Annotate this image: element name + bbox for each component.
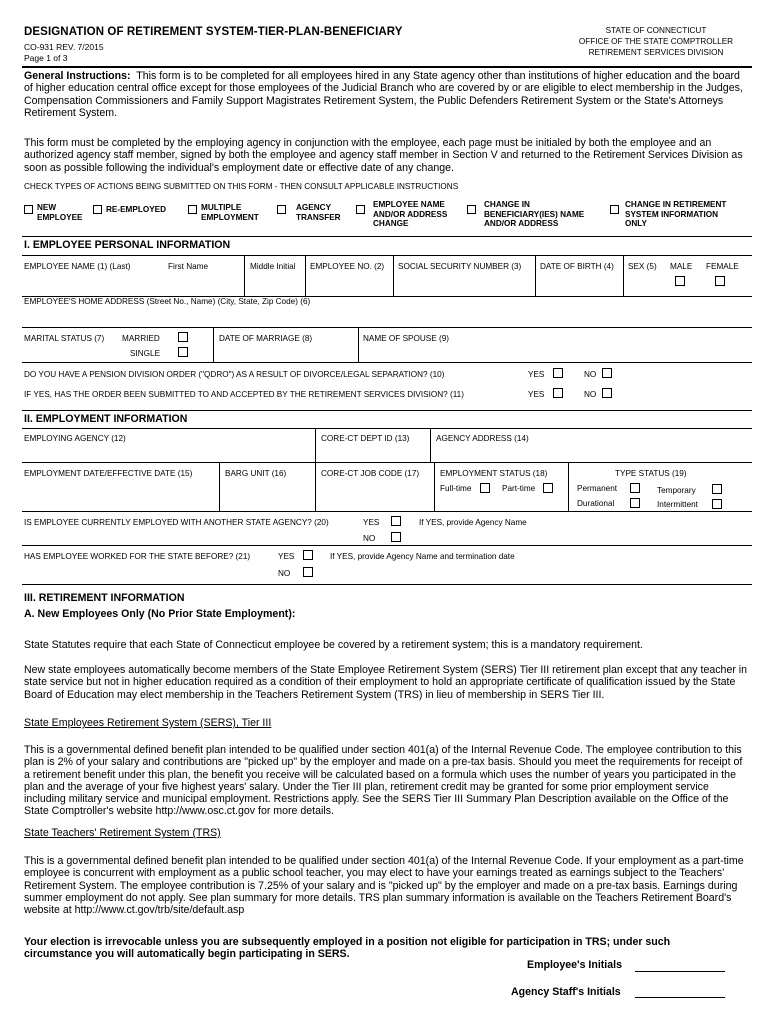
action-label-multiple-employment: MULTIPLE EMPLOYMENT	[201, 203, 259, 222]
label-durational: Durational	[577, 499, 615, 508]
label-intermittent: Intermittent	[657, 500, 698, 509]
label-job-code: CORE-CT JOB CODE (17)	[321, 469, 420, 478]
trs-heading: State Teachers' Retirement System (TRS)	[24, 827, 221, 839]
agency-line-3: RETIREMENT SERVICES DIVISION	[588, 48, 724, 57]
action-label-re-employed: RE-EMPLOYED	[106, 205, 167, 214]
action-label-new-employee: NEW EMPLOYEE	[37, 203, 83, 222]
action-label-name-address-change: EMPLOYEE NAME AND/OR ADDRESS CHANGE	[373, 200, 448, 228]
form-number: CO-931 REV. 7/2015	[24, 42, 104, 52]
checkbox-qdro-yes[interactable]	[553, 368, 563, 378]
section-rule	[22, 236, 752, 237]
checkbox-female[interactable]	[715, 276, 725, 286]
label-dept-id: CORE-CT DEPT ID (13)	[321, 434, 410, 443]
row-rule	[22, 511, 752, 512]
section-rule	[22, 410, 752, 411]
label-employment-date: EMPLOYMENT DATE/EFFECTIVE DATE (15)	[24, 469, 193, 478]
cell-divider	[535, 256, 536, 296]
checkbox-durational[interactable]	[630, 498, 640, 508]
label-temporary: Temporary	[657, 486, 696, 495]
row-rule	[22, 584, 752, 585]
check-types-note: CHECK TYPES OF ACTIONS BEING SUBMITTED ON THIS FORM - THEN CONSULT APPLICABLE INSTRUCTIONS	[24, 182, 459, 191]
label-ssn: SOCIAL SECURITY NUMBER (3)	[398, 262, 522, 271]
section-3-title: III. RETIREMENT INFORMATION	[24, 592, 185, 604]
section-2-title: II. EMPLOYMENT INFORMATION	[24, 413, 188, 425]
cell-divider	[434, 463, 435, 511]
action-label-beneficiary-change: CHANGE IN BENEFICIARY(IES) NAME AND/OR ADDRESS	[484, 200, 585, 228]
checkbox-part-time[interactable]	[543, 483, 553, 493]
checkbox-male[interactable]	[675, 276, 685, 286]
general-instructions	[24, 70, 749, 119]
instructions-para-2: This form must be completed by the employing agency in conjunction with the employee, each page must be initialed by both the employee and an authorized agency staff member, signed by both the employee and agency staff member in Section V and returned to the Retirement Services Division as soon as possible following the individual's employment date or effective date of any change.	[24, 137, 743, 174]
label-agency-address: AGENCY ADDRESS (14)	[436, 434, 529, 443]
checkbox-worked-before-no[interactable]	[303, 567, 313, 577]
label-qdro-submitted-yes: YES	[528, 390, 545, 399]
sers-heading: State Employees Retirement System (SERS), Tier III	[24, 717, 272, 729]
checkbox-other-agency-yes[interactable]	[391, 516, 401, 526]
label-worked-before-no: NO	[278, 569, 291, 578]
label-permanent: Permanent	[577, 484, 618, 493]
label-other-agency-no: NO	[363, 534, 376, 543]
label-married: MARRIED	[122, 334, 160, 343]
checkbox-single[interactable]	[178, 347, 188, 357]
label-employee-last-name: EMPLOYEE NAME (1) (Last)	[24, 262, 131, 271]
checkbox-beneficiary-change[interactable]	[467, 205, 476, 214]
checkbox-worked-before-yes[interactable]	[303, 550, 313, 560]
form-title: DESIGNATION OF RETIREMENT SYSTEM-TIER-PLAN-BENEFICIARY	[24, 26, 403, 38]
checkbox-multiple-employment[interactable]	[188, 205, 197, 214]
instructions-para-1: This form is to be completed for all employees hired in any State agency other than institutions of higher education and the board of higher education central office except for those employees of the Judicial Branch who are covered by or are eligible to elect membership in the Judges, Compensation Commissioners and Family Support Magistrates Retirement System, the Public Defenders Retirement System or the State's Attorneys Retirement System.	[24, 70, 743, 119]
row-rule	[22, 327, 752, 328]
label-date-of-marriage: DATE OF MARRIAGE (8)	[219, 334, 313, 343]
label-barg-unit: BARG UNIT (16)	[225, 469, 287, 478]
label-first-name: First Name	[168, 262, 209, 271]
row-rule	[22, 362, 752, 363]
cell-divider	[315, 463, 316, 511]
agency-line-2: OFFICE OF THE STATE COMPTROLLER	[578, 37, 734, 46]
cell-divider	[305, 256, 306, 296]
checkbox-permanent[interactable]	[630, 483, 640, 493]
checkbox-full-time[interactable]	[480, 483, 490, 493]
label-other-agency: IS EMPLOYEE CURRENTLY EMPLOYED WITH ANOTHER STATE AGENCY? (20)	[24, 518, 329, 527]
header-divider	[22, 66, 752, 68]
checkbox-temporary[interactable]	[712, 484, 722, 494]
checkbox-qdro-submitted-no[interactable]	[602, 388, 612, 398]
agency-staff-initials-field[interactable]	[635, 997, 725, 998]
label-home-address: EMPLOYEE'S HOME ADDRESS (Street No., Name) (City, State, Zip Code) (6)	[24, 297, 311, 306]
action-label-retirement-system-change: CHANGE IN RETIREMENT SYSTEM INFORMATION ONLY	[625, 200, 727, 228]
cell-divider	[358, 328, 359, 362]
checkbox-qdro-submitted-yes[interactable]	[553, 388, 563, 398]
cell-divider	[219, 463, 220, 511]
cell-divider	[213, 328, 214, 362]
label-qdro: DO YOU HAVE A PENSION DIVISION ORDER ("QDRO") AS A RESULT OF DIVORCE/LEGAL SEPARATION? (10)	[24, 370, 445, 379]
agency-staff-initials-label: Agency Staff's Initials	[511, 986, 621, 998]
label-type-status: TYPE STATUS (19)	[615, 469, 687, 478]
label-single: SINGLE	[130, 349, 161, 358]
label-full-time: Full-time	[440, 484, 472, 493]
sers-paragraph: This is a governmental defined benefit plan intended to be qualified under section 401(a) of the Internal Revenue Code. The employee contribution to this plan is 2% of your salary and contributions are "picked up" by the employer and made on a pre-tax basis. Should you meet the requirements for receipt of a retirement benefit under this plan, the benefit you receive will be calculated based on a formula which uses the number of years you participated in the plan and the average of your five highest years' salary. Under the Tier III plan, retirement credit may be granted for some prior employment service including military service and municipal employment. Restrictions apply. See the SERS Tier III Summary Plan Description available on the Office of the State Comptroller's website http://www.osc.ct.gov for more details.	[24, 744, 743, 818]
label-middle-initial: Middle Initial	[250, 262, 296, 271]
checkbox-intermittent[interactable]	[712, 499, 722, 509]
cell-divider	[393, 256, 394, 296]
checkbox-married[interactable]	[178, 332, 188, 342]
label-male: MALE	[670, 262, 693, 271]
label-other-agency-yes: YES	[363, 518, 380, 527]
label-spouse-name: NAME OF SPOUSE (9)	[363, 334, 449, 343]
label-qdro-no: NO	[584, 370, 597, 379]
label-employee-no: EMPLOYEE NO. (2)	[310, 262, 385, 271]
irrevocable-notice: Your election is irrevocable unless you are subsequently employed in a position not eligible for participation in TRS; under such circumstance you will automatically begin participating in SERS.	[24, 936, 671, 961]
agency-line-1: STATE OF CONNECTICUT	[605, 26, 707, 35]
cell-divider	[430, 429, 431, 462]
label-qdro-yes: YES	[528, 370, 545, 379]
employee-initials-label: Employee's Initials	[527, 959, 622, 971]
trs-paragraph: This is a governmental defined benefit plan intended to be qualified under section 401(a) of the Internal Revenue Code. If your employment as a part-time employee is concurrent with employment as a public school teacher, you may elect to have your earnings treated as earnings subject to the Teachers' Retirement System. The employee contribution is 7.25% of your salary and is "picked up" by the employer and made on a pre-tax basis. Earnings during summer employment do not apply. See plan summary for more details. TRS plan summary information is available on the Teachers Retirement Board's website at http://www.ct.gov/trb/site/default.asp	[24, 855, 744, 917]
label-employment-status: EMPLOYMENT STATUS (18)	[440, 469, 548, 478]
label-sex: SEX (5)	[628, 262, 657, 271]
label-other-agency-note: If YES, provide Agency Name	[419, 518, 527, 527]
label-dob: DATE OF BIRTH (4)	[540, 262, 614, 271]
employee-initials-field[interactable]	[635, 971, 725, 972]
page-indicator: Page 1 of 3	[24, 53, 68, 63]
instructions-label: General Instructions:	[24, 70, 131, 82]
label-qdro-submitted-no: NO	[584, 390, 597, 399]
checkbox-agency-transfer[interactable]	[277, 205, 286, 214]
label-worked-before-yes: YES	[278, 552, 295, 561]
checkbox-name-address-change[interactable]	[356, 205, 365, 214]
label-employing-agency: EMPLOYING AGENCY (12)	[24, 434, 126, 443]
row-rule	[22, 462, 752, 463]
label-part-time: Part-time	[502, 484, 536, 493]
section-rule	[22, 428, 752, 429]
cell-divider	[623, 256, 624, 296]
row-rule	[22, 545, 752, 546]
cell-divider	[244, 256, 245, 296]
cell-divider	[568, 463, 569, 511]
label-worked-before-note: If YES, provide Agency Name and termination date	[330, 552, 515, 561]
subsection-a-title: A. New Employees Only (No Prior State Employment):	[24, 608, 296, 620]
checkbox-retirement-system-change[interactable]	[610, 205, 619, 214]
label-qdro-submitted: IF YES, HAS THE ORDER BEEN SUBMITTED TO AND ACCEPTED BY THE RETIREMENT SERVICES DIVISION? (11)	[24, 390, 464, 399]
checkbox-re-employed[interactable]	[93, 205, 102, 214]
checkbox-qdro-no[interactable]	[602, 368, 612, 378]
checkbox-new-employee[interactable]	[24, 205, 33, 214]
mandatory-paragraph: State Statutes require that each State of Connecticut employee be covered by a retirement system; this is a mandatory requirement.	[24, 639, 643, 651]
cell-divider	[315, 429, 316, 462]
section-1-title: I. EMPLOYEE PERSONAL INFORMATION	[24, 239, 231, 251]
checkbox-other-agency-no[interactable]	[391, 532, 401, 542]
label-female: FEMALE	[706, 262, 739, 271]
action-label-agency-transfer: AGENCY TRANSFER	[296, 203, 341, 222]
section-rule	[22, 255, 752, 256]
new-employees-paragraph: New state employees automatically become members of the State Employee Retirement System (SERS) Tier III retirement plan except that any teacher in state service but not in higher education required as a condition of their employment to hold an appropriate certificate of qualification issued by the State Board of Education may elect membership in the Teachers Retirement System (TRS) in lieu of membership in SERS Tier III.	[24, 664, 748, 701]
label-marital-status: MARITAL STATUS (7)	[24, 334, 105, 343]
label-worked-before: HAS EMPLOYEE WORKED FOR THE STATE BEFORE? (21)	[24, 552, 251, 561]
